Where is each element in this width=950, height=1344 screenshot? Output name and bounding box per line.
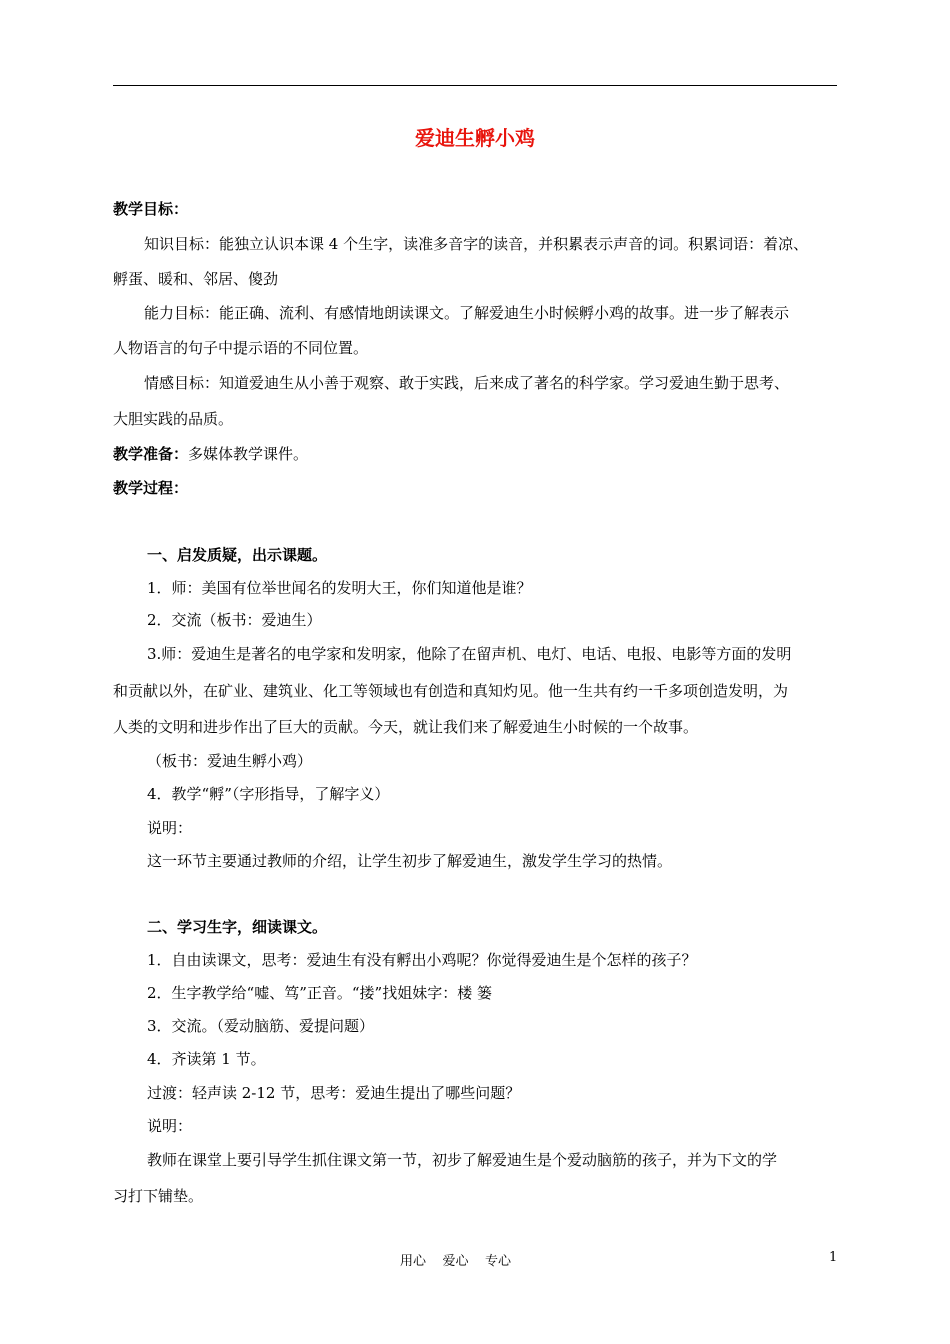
knowledge-objective-line1: 知识目标：能独立认识本课 4 个生字，读准多音字的读音，并积累表示声音的词。积累词语：着凉、 <box>144 235 809 253</box>
section2-item3: 3．交流。（爱动脑筋、爱提问题） <box>147 1017 375 1035</box>
emotion-objective-line2: 大胆实践的品质。 <box>113 410 234 428</box>
section1-note: 这一环节主要通过教师的介绍，让学生初步了解爱迪生，激发学生学习的热情。 <box>147 852 673 870</box>
section1-item3-line2: 和贡献以外，在矿业、建筑业、化工等领域也有创造和真知灼见。他一生共有约一千多项创造发明，为 <box>113 682 789 700</box>
section1-note-label: 说明： <box>147 819 193 837</box>
section2-item1: 1．自由读课文，思考：爱迪生有没有孵出小鸡呢？你觉得爱迪生是个怎样的孩子？ <box>147 951 697 969</box>
section1-item1: 1．师：美国有位举世闻名的发明大王，你们知道他是谁？ <box>147 579 532 597</box>
section1-item3-line1: 3.师：爱迪生是著名的电学家和发明家，他除了在留声机、电灯、电话、电报、电影等方面的发明 <box>147 645 792 663</box>
section1-item2: 2．交流（板书：爱迪生） <box>147 611 322 629</box>
preparation-text: 多媒体教学课件。 <box>188 445 309 463</box>
page-number: 1 <box>829 1250 838 1265</box>
emotion-objective-line1: 情感目标：知道爱迪生从小善于观察、敢于实践，后来成了著名的科学家。学习爱迪生勤于思考、 <box>144 374 790 392</box>
header-rule <box>113 85 837 86</box>
section2-item4: 4．齐读第 1 节。 <box>147 1050 266 1068</box>
footer-motto: 用心 爱心 专心 <box>400 1254 512 1269</box>
section2-heading: 二、学习生字，细读课文。 <box>147 918 328 936</box>
section1-item4: 4．教学“孵”（字形指导，了解字义） <box>147 785 390 803</box>
objectives-heading: 教学目标： <box>113 200 189 218</box>
section2-note-line1: 教师在课堂上要引导学生抓住课文第一节，初步了解爱迪生是个爱动脑筋的孩子，并为下文的学 <box>147 1151 778 1169</box>
process-heading: 教学过程： <box>113 479 189 497</box>
ability-objective-line1: 能力目标：能正确、流利、有感情地朗读课文。了解爱迪生小时候孵小鸡的故事。进一步了解表示 <box>144 304 790 322</box>
section1-heading: 一、启发质疑，出示课题。 <box>147 546 328 564</box>
knowledge-objective-line2: 孵蛋、暖和、邻居、傻劲 <box>113 270 279 288</box>
section1-item3-line3: 人类的文明和进步作出了巨大的贡献。今天，就让我们来了解爱迪生小时候的一个故事。 <box>113 718 699 736</box>
preparation-line <box>113 444 308 464</box>
section2-item2: 2．生字教学给“嘘、笃”正音。“搂”找姐妹字：楼 篓 <box>147 984 492 1002</box>
section2-note-line2: 习打下铺垫。 <box>113 1187 204 1205</box>
section2-note-label: 说明： <box>147 1117 193 1135</box>
section1-board: （板书：爱迪生孵小鸡） <box>147 752 313 770</box>
document-title: 爱迪生孵小鸡 <box>415 126 535 150</box>
preparation-label: 教学准备： <box>113 445 189 463</box>
ability-objective-line2: 人物语言的句子中提示语的不同位置。 <box>113 339 369 357</box>
section2-transition: 过渡：轻声读 2-12 节，思考：爱迪生提出了哪些问题？ <box>147 1084 521 1102</box>
